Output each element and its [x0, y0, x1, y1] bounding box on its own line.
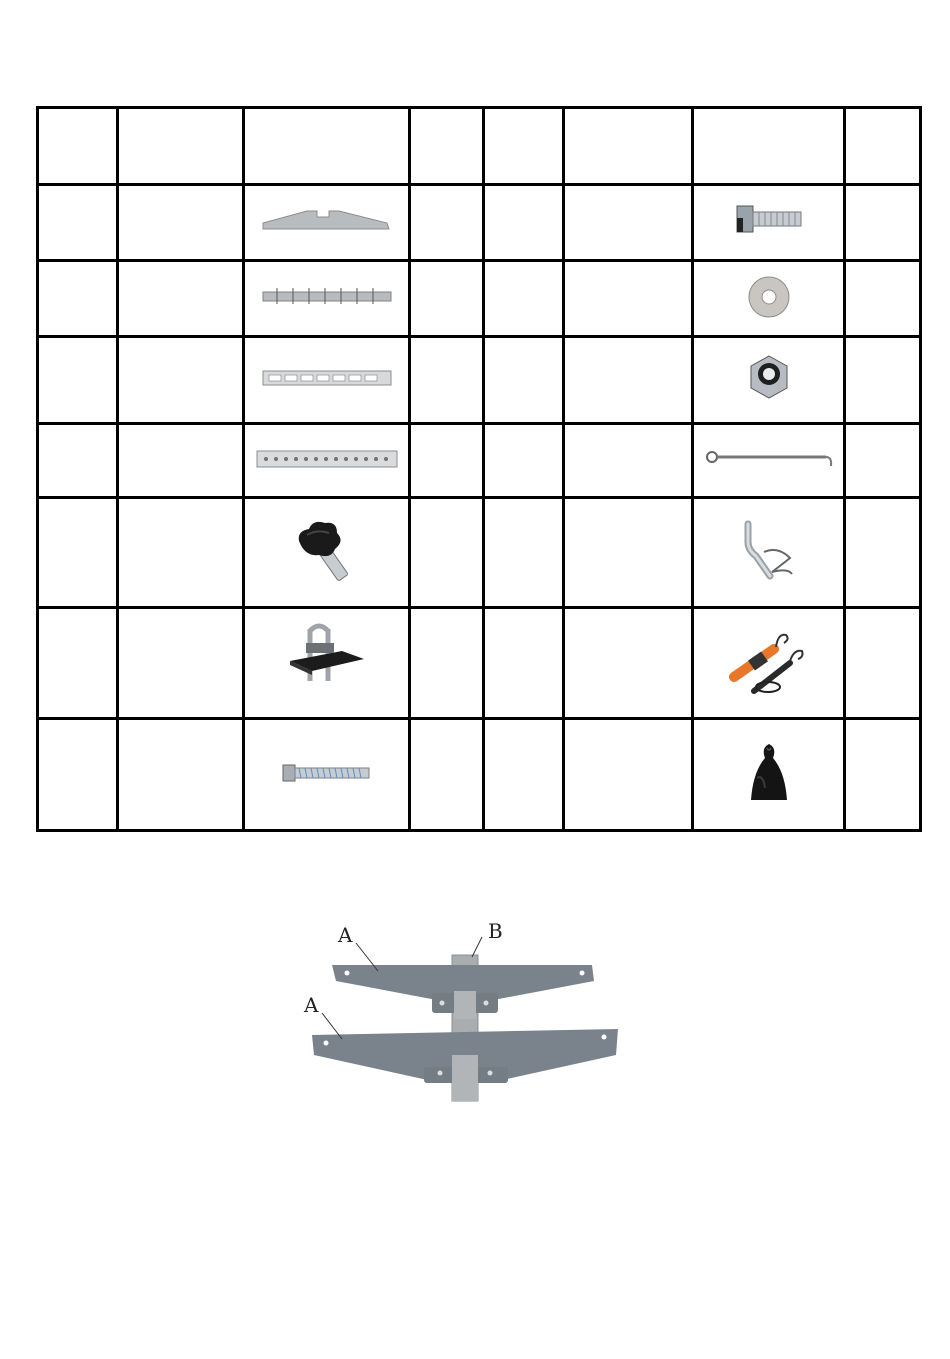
header-cell — [484, 108, 564, 185]
assembly-figure — [292, 905, 662, 1115]
description-cell — [118, 337, 244, 424]
header-cell — [244, 108, 410, 185]
number-cell — [38, 185, 118, 261]
description-cell — [564, 185, 693, 261]
qty-cell — [845, 337, 921, 424]
description-cell — [564, 424, 693, 498]
image-cell — [693, 719, 845, 831]
qty-cell — [410, 608, 484, 719]
header-cell — [38, 108, 118, 185]
qty-cell — [410, 185, 484, 261]
table-row — [38, 424, 921, 498]
table-row — [38, 608, 921, 719]
number-cell — [484, 719, 564, 831]
image-cell — [693, 185, 845, 261]
number-cell — [484, 424, 564, 498]
qty-cell — [410, 261, 484, 337]
bar-icon — [257, 282, 397, 312]
table-row — [38, 719, 921, 831]
description-cell — [118, 185, 244, 261]
description-cell — [118, 424, 244, 498]
qty-cell — [410, 498, 484, 608]
image-cell — [244, 608, 410, 719]
ratchet-strap-icon — [724, 621, 814, 701]
image-cell — [244, 719, 410, 831]
number-cell — [484, 498, 564, 608]
label-a-lower: A — [304, 993, 319, 1017]
table-row — [38, 261, 921, 337]
hitch-pin-icon — [734, 516, 804, 586]
number-cell — [38, 719, 118, 831]
table-row — [38, 337, 921, 424]
label-b: B — [488, 919, 503, 943]
qty-cell — [845, 719, 921, 831]
image-cell — [693, 337, 845, 424]
hex-bolt-icon — [729, 196, 809, 246]
description-cell — [118, 719, 244, 831]
lock-nut-icon — [744, 350, 794, 406]
image-cell — [244, 185, 410, 261]
header-row — [38, 108, 921, 185]
header-cell — [693, 108, 845, 185]
perforated-rail-icon — [252, 444, 402, 474]
image-cell — [693, 424, 845, 498]
label-a-upper: A — [338, 923, 353, 947]
image-cell — [693, 498, 845, 608]
hitch-clamp-icon — [282, 621, 372, 701]
description-cell — [564, 498, 693, 608]
image-cell — [244, 424, 410, 498]
image-cell — [244, 498, 410, 608]
long-bolt-icon — [277, 753, 377, 793]
number-cell — [38, 498, 118, 608]
qty-cell — [410, 424, 484, 498]
slotted-rail-icon — [257, 363, 397, 393]
header-cell — [118, 108, 244, 185]
number-cell — [38, 424, 118, 498]
image-cell — [693, 608, 845, 719]
qty-cell — [845, 608, 921, 719]
image-cell — [244, 261, 410, 337]
qty-cell — [845, 498, 921, 608]
description-cell — [564, 337, 693, 424]
image-cell — [693, 261, 845, 337]
mounting-plate-icon — [257, 201, 397, 241]
header-cell — [410, 108, 484, 185]
description-cell — [564, 719, 693, 831]
description-cell — [564, 261, 693, 337]
storage-bag-icon — [739, 738, 799, 808]
qty-cell — [845, 261, 921, 337]
number-cell — [484, 185, 564, 261]
number-cell — [38, 337, 118, 424]
washer-icon — [744, 272, 794, 322]
qty-cell — [410, 337, 484, 424]
header-cell — [845, 108, 921, 185]
image-cell — [244, 337, 410, 424]
table-row — [38, 498, 921, 608]
number-cell — [484, 261, 564, 337]
table-row — [38, 185, 921, 261]
parts-table — [36, 106, 922, 832]
description-cell — [118, 498, 244, 608]
number-cell — [484, 608, 564, 719]
pin-rod-icon — [702, 444, 836, 474]
description-cell — [118, 261, 244, 337]
number-cell — [38, 261, 118, 337]
knob-bolt-icon — [287, 511, 367, 591]
number-cell — [38, 608, 118, 719]
description-cell — [118, 608, 244, 719]
header-cell — [564, 108, 693, 185]
description-cell — [564, 608, 693, 719]
qty-cell — [410, 719, 484, 831]
qty-cell — [845, 424, 921, 498]
qty-cell — [845, 185, 921, 261]
number-cell — [484, 337, 564, 424]
